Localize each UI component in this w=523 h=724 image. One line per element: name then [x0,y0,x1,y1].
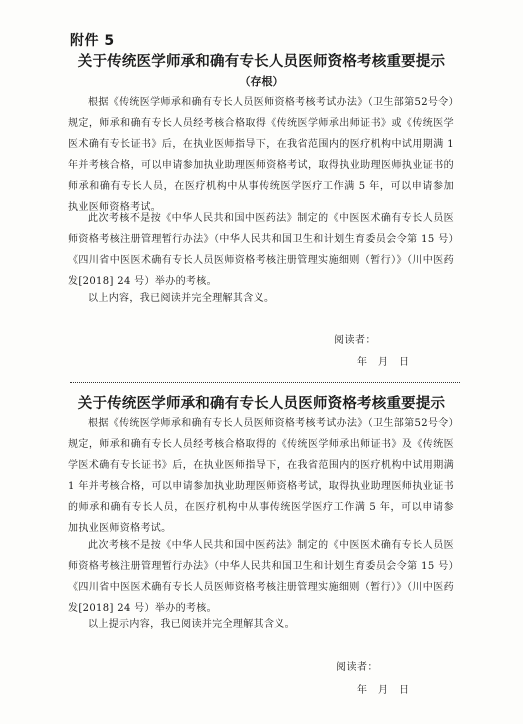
stub-subtitle: （存根） [239,75,284,88]
main-paragraph-1: 根据《传统医学师承和确有专长人员医师资格考核考试办法》（卫生部第52号令）规定，师承和确有专长人员经考核合格取得的《传统医学师承出师证书》及《传统医学医术确有专长证书》后，在执业医师指导下，在我省范围内的医疗机构中试用期满 1 年并考核合格，可以申请参加执业助理医师资格考试，取得执业助理医师执业证书的师承和确有专长人员，在医疗机构中从事传统医学医疗工作满 5 年，可以申请参加执业医师资格考试。 [68,418,454,534]
attachment-label: 附件 5 [70,33,115,49]
stub-paragraph-2: 此次考核不是按《中华人民共和国中医药法》制定的《中医医术确有专长人员医师资格考核注册管理暂行办法》（中华人民共和国卫生和计划生育委员会令第 15 号）《四川省中医医术确有专长人员医师资格考核注册管理实施细则（暂行）》（川中医药发[2018] 24 号）举办的考核。 [68,213,454,287]
stub-reader-label: 阅读者： [334,335,376,346]
main-paragraph-3: 以上提示内容，我已阅读并完全理解其含义。 [88,619,295,630]
main-paragraph-2: 此次考核不是按《中华人民共和国中医药法》制定的《中医医术确有专长人员医师资格考核注册管理暂行办法》（中华人民共和国卫生和计划生育委员会令第 15 号）《四川省中医医术确有专长人员医师资格考核注册管理实施细则（暂行）》（川中医药发[2018] 24 号）举办的考核。 [68,540,454,614]
stub-paragraph-3: 以上内容，我已阅读并完全理解其含义。 [88,293,275,304]
stub-date-line: 年 月 日 [357,357,410,368]
main-reader-label: 阅读者： [336,662,378,673]
main-title: 关于传统医学师承和确有专长人员医师资格考核重要提示 [77,396,446,412]
stub-title: 关于传统医学师承和确有专长人员医师资格考核重要提示 [77,54,446,70]
main-date-line: 年 月 日 [357,685,410,696]
cut-line-divider [70,382,460,383]
stub-paragraph-1: 根据《传统医学师承和确有专长人员医师资格考核考试办法》（卫生部第52号令）规定，师承和确有专长人员经考核合格取得《传统医学师承出师证书》或《传统医学医术确有专长证书》后，在执业医师指导下，在我省范围内的医疗机构中试用期满 1 年并考核合格，可以申请参加执业助理医师资格考试，取得执业助理医师执业证书的师承和确有专长人员，在医疗机构中从事传统医学医疗工作满 5 年，可以申请参加执业医师资格考试。 [68,97,454,213]
